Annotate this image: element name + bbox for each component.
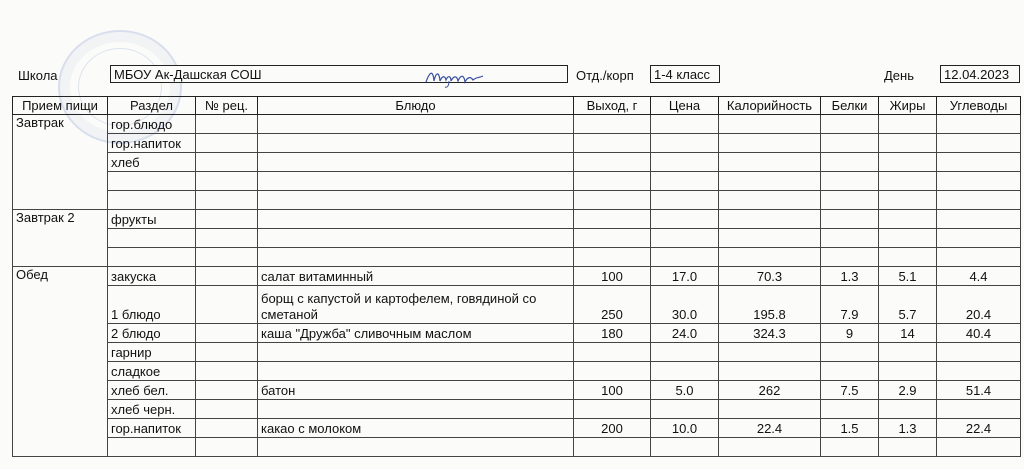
yield-cell: 180 — [574, 324, 651, 343]
protein-cell: 1.3 — [821, 267, 879, 286]
yield-cell: 100 — [574, 267, 651, 286]
calories-cell: 262 — [719, 381, 821, 400]
table-row — [13, 324, 1021, 343]
section-cell: гор.напиток — [108, 419, 196, 438]
price-cell: 5.0 — [651, 381, 719, 400]
meal-breakfast-2: Завтрак 2 — [13, 210, 108, 229]
school-field — [110, 65, 568, 83]
table-row — [13, 134, 1021, 153]
table-row — [13, 248, 1021, 267]
col-yield: Выход, г — [574, 97, 651, 115]
section-cell: 2 блюдо — [108, 324, 196, 343]
dish-cell: батон — [258, 381, 574, 400]
protein-cell: 7.9 — [821, 286, 879, 324]
col-protein: Белки — [821, 97, 879, 115]
meal-breakfast: Завтрак — [13, 115, 108, 134]
price-cell: 10.0 — [651, 419, 719, 438]
section-cell: гор.напиток — [108, 134, 196, 153]
carbs-cell: 51.4 — [937, 381, 1021, 400]
yield-cell: 250 — [574, 286, 651, 324]
price-cell: 17.0 — [651, 267, 719, 286]
col-fat: Жиры — [879, 97, 937, 115]
col-calories: Калорийность — [719, 97, 821, 115]
carbs-cell: 20.4 — [937, 286, 1021, 324]
col-meal: Прием пищи — [13, 97, 108, 115]
meal-lunch: Обед — [13, 267, 108, 286]
table-row — [13, 286, 1021, 324]
col-price: Цена — [651, 97, 719, 115]
document-header — [0, 62, 1024, 88]
section-cell: хлеб черн. — [108, 400, 196, 419]
calories-cell: 195.8 — [719, 286, 821, 324]
price-cell: 30.0 — [651, 286, 719, 324]
col-dish: Блюдо — [258, 97, 574, 115]
dept-label: Отд./корп — [576, 68, 634, 83]
menu-table — [12, 96, 1021, 457]
yield-cell: 200 — [574, 419, 651, 438]
section-cell: 1 блюдо — [108, 286, 196, 324]
carbs-cell: 22.4 — [937, 419, 1021, 438]
carbs-cell: 40.4 — [937, 324, 1021, 343]
section-cell: гор.блюдо — [108, 115, 196, 134]
table-row — [13, 153, 1021, 172]
carbs-cell: 4.4 — [937, 267, 1021, 286]
fat-cell: 5.1 — [879, 267, 937, 286]
protein-cell: 9 — [821, 324, 879, 343]
section-cell: хлеб — [108, 153, 196, 172]
table-row — [13, 419, 1021, 438]
table-row — [13, 381, 1021, 400]
table-row — [13, 362, 1021, 381]
calories-cell: 70.3 — [719, 267, 821, 286]
signature-icon — [423, 63, 485, 89]
school-label: Школа — [18, 68, 58, 83]
section-cell: сладкое — [108, 362, 196, 381]
section-cell: гарнир — [108, 343, 196, 362]
section-cell: фрукты — [108, 210, 196, 229]
calories-cell: 324.3 — [719, 324, 821, 343]
school-value: МБОУ Ак-Дашская СОШ — [114, 67, 262, 82]
table-row — [13, 172, 1021, 191]
table-row — [13, 267, 1021, 286]
dish-cell: каша "Дружба" сливочным маслом — [258, 324, 574, 343]
dish-cell: салат витаминный — [258, 267, 574, 286]
table-row — [13, 229, 1021, 248]
col-recipe-no: № рец. — [196, 97, 258, 115]
dish-cell: борщ с капустой и картофелем, говядиной со сметаной — [258, 286, 574, 324]
table-header-row — [13, 97, 1021, 115]
section-cell: хлеб бел. — [108, 381, 196, 400]
protein-cell: 1.5 — [821, 419, 879, 438]
protein-cell: 7.5 — [821, 381, 879, 400]
table-row — [13, 115, 1021, 134]
fat-cell: 14 — [879, 324, 937, 343]
fat-cell: 2.9 — [879, 381, 937, 400]
table-row — [13, 191, 1021, 210]
col-carbs: Углеводы — [937, 97, 1021, 115]
dish-cell: какао с молоком — [258, 419, 574, 438]
yield-cell: 100 — [574, 381, 651, 400]
fat-cell: 1.3 — [879, 419, 937, 438]
day-value: 12.04.2023 — [940, 65, 1020, 83]
fat-cell: 5.7 — [879, 286, 937, 324]
price-cell: 24.0 — [651, 324, 719, 343]
table-row — [13, 400, 1021, 419]
table-row — [13, 343, 1021, 362]
day-label: День — [884, 68, 914, 83]
calories-cell: 22.4 — [719, 419, 821, 438]
table-row — [13, 438, 1021, 457]
table-row — [13, 210, 1021, 229]
dept-value: 1-4 класс — [650, 65, 720, 83]
col-section: Раздел — [108, 97, 196, 115]
section-cell: закуска — [108, 267, 196, 286]
